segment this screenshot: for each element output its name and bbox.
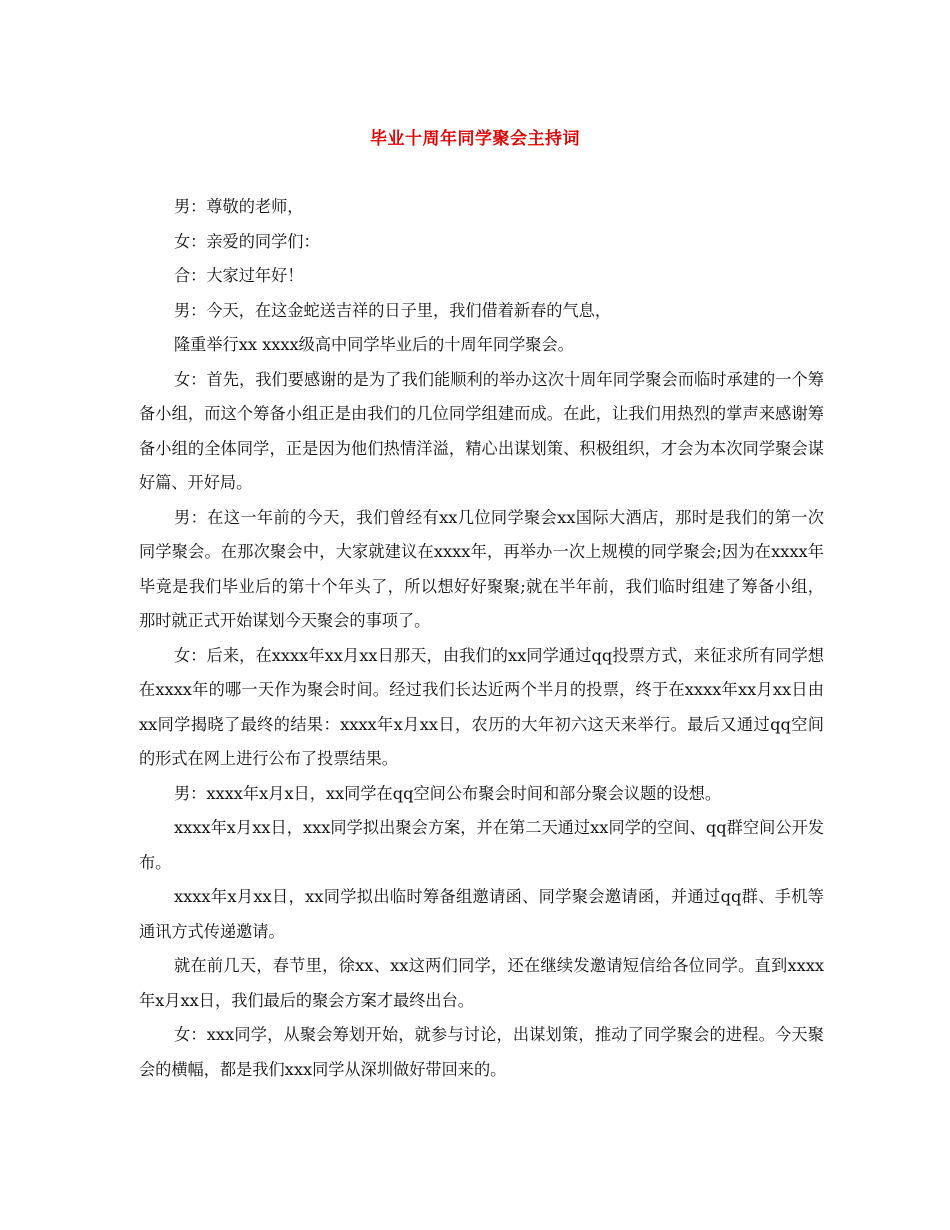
paragraph: 合：大家过年好！ bbox=[174, 266, 304, 285]
paragraph: xxxx年x月xx日，xx同学拟出临时筹备组邀请函、同学聚会邀请函，并通过qq群、手机等通讯方式传递邀请。 bbox=[139, 887, 824, 941]
paragraph: 女：首先，我们要感谢的是为了我们能顺利的举办这次十周年同学聚会而临时承建的一个筹备小组，而这个筹备小组正是由我们的几位同学组建而成。在此，让我们用热烈的掌声来感谢筹备小组的全体同学，正是因为他们热情洋溢，精心出谋划策、积极组织，才会为本次同学聚会谋好篇、开好局。 bbox=[139, 369, 824, 492]
paragraph: 男：在这一年前的今天，我们曾经有xx几位同学聚会xx国际大酒店，那时是我们的第一次同学聚会。在那次聚会中，大家就建议在xxxx年，再举办一次上规模的同学聚会;因为在xxxx年毕竟是我们毕业后的第十个年头了，所以想好好聚聚;就在半年前，我们临时组建了筹备小组，那时就正式开始谋划今天聚会的事项了。 bbox=[139, 507, 824, 630]
document-title: 毕业十周年同学聚会主持词 bbox=[370, 129, 580, 149]
paragraph: 隆重举行xx xxxx级高中同学毕业后的十周年同学聚会。 bbox=[174, 335, 574, 354]
paragraph: 女：后来，在xxxx年xx月xx日那天，由我们的xx同学通过qq投票方式，来征求所有同学想在xxxx年的哪一天作为聚会时间。经过我们长达近两个半月的投票，终于在xxxx年xx月xx日由xx同学揭晓了最终的结果：xxxx年x月xx日，农历的大年初六这天来举行。最后又通过qq空间的形式在网上进行公布了投票结果。 bbox=[139, 645, 824, 768]
paragraph: 男：尊敬的老师， bbox=[174, 197, 304, 216]
paragraph: 就在前几天，春节里，徐xx、xx这两们同学，还在继续发邀请短信给各位同学。直到xxxx年x月xx日，我们最后的聚会方案才最终出台。 bbox=[139, 956, 824, 1010]
paragraph: 男：今天，在这金蛇送吉祥的日子里，我们借着新春的气息， bbox=[174, 300, 612, 320]
paragraph: 女：xxx同学，从聚会筹划开始，就参与讨论，出谋划策，推动了同学聚会的进程。今天聚会的横幅，都是我们xxx同学从深圳做好带回来的。 bbox=[139, 1025, 824, 1079]
paragraph: xxxx年x月xx日，xxx同学拟出聚会方案，并在第二天通过xx同学的空间、qq群空间公开发布。 bbox=[139, 818, 824, 872]
paragraph: 女：亲爱的同学们： bbox=[174, 231, 320, 251]
document-body bbox=[139, 190, 824, 1087]
paragraph: 男：xxxx年x月x日，xx同学在qq空间公布聚会时间和部分聚会议题的设想。 bbox=[174, 783, 722, 803]
